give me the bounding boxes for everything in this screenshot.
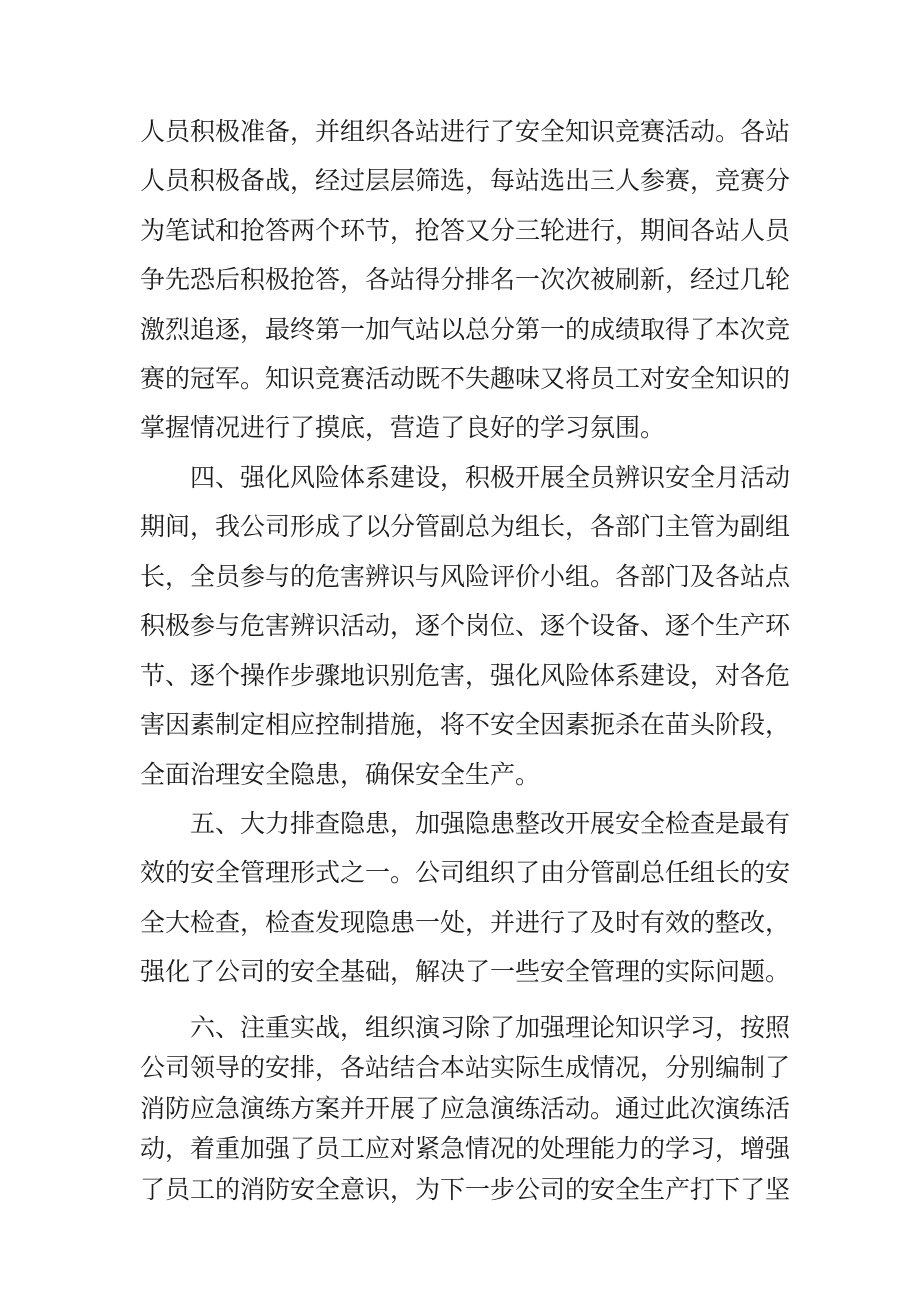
text-line: 公司领导的安排，各站结合本站实际生成情况，分别编制了 (140, 1053, 791, 1082)
text-line: 激烈追逐，最终第一加气站以总分第一的成绩取得了本次竞 (140, 315, 791, 344)
text-line: 积极参与危害辨识活动，逐个岗位、逐个设备、逐个生产环 (140, 611, 791, 640)
text-line: 五、大力排查隐患，加强隐患整改开展安全检查是最有 (190, 809, 791, 838)
text-line: 期间，我公司形成了以分管副总为组长，各部门主管为副组 (140, 512, 791, 541)
text-line: 长，全员参与的危害辨识与风险评价小组。各部门及各站点 (140, 562, 791, 591)
text-line: 动，着重加强了员工应对紧急情况的处理能力的学习，增强 (140, 1134, 791, 1163)
text-line: 争先恐后积极抢答，各站得分排名一次次被刷新，经过几轮 (140, 265, 791, 294)
text-line: 害因素制定相应控制措施，将不安全因素扼杀在苗头阶段， (140, 710, 791, 739)
text-line: 效的安全管理形式之一。公司组织了由分管副总任组长的安 (140, 858, 791, 887)
text-line: 人员积极备战，经过层层筛选，每站选出三人参赛，竞赛分 (140, 166, 791, 195)
text-line: 消防应急演练方案并开展了应急演练活动。通过此次演练活 (140, 1094, 791, 1123)
text-line: 人员积极准备，并组织各站进行了安全知识竞赛活动。各站 (140, 117, 791, 146)
text-line: 强化了公司的安全基础，解决了一些安全管理的实际问题。 (140, 957, 791, 986)
text-line: 全面治理安全隐患，确保安全生产。 (140, 760, 541, 789)
text-line: 全大检查，检查发现隐患一处，并进行了及时有效的整改， (140, 908, 791, 937)
text-line: 掌握情况进行了摸底，营造了良好的学习氛围。 (140, 413, 666, 442)
text-line: 节、逐个操作步骤地识别危害，强化风险体系建设，对各危 (140, 661, 791, 690)
text-line: 六、注重实战，组织演习除了加强理论知识学习，按照 (190, 1013, 791, 1042)
text-line: 为笔试和抢答两个环节，抢答又分三轮进行，期间各站人员 (140, 216, 791, 245)
text-line: 四、强化风险体系建设，积极开展全员辨识安全月活动 (190, 463, 791, 492)
text-line: 了员工的消防安全意识，为下一步公司的安全生产打下了坚 (140, 1175, 791, 1204)
text-line: 赛的冠军。知识竞赛活动既不失趣味又将员工对安全知识的 (140, 364, 791, 393)
